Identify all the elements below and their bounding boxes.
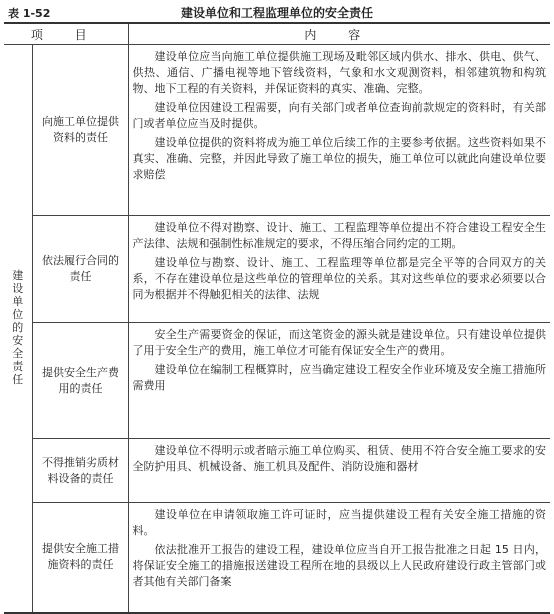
header-content: 内 容 xyxy=(128,23,550,45)
content-paragraph: 安全生产需要资金的保证，而这笔资金的源头就是建设单位。只有建设单位提供了用于安全生产的费用，施工单位才可能有保证安全生产的费用。 xyxy=(132,328,547,357)
item-cell xyxy=(32,439,128,503)
item-cell xyxy=(32,216,128,323)
content-cell xyxy=(128,439,550,503)
content-paragraph: 建设单位提供的资料将成为施工单位后续工作的主要参考依据。这些资料如果不真实、准确、完整，并因此导致了施工单位的损失，施工单位可以就此向建设单位要求赔偿 xyxy=(132,136,547,181)
content-paragraph: 依法批准开工报告的建设工程，建设单位应当自开工报告批准之日起 15 日内，将保证安全施工的措施报送建设工程所在地的县级以上人民政府建设行政主管部门或者其他有关部门备案 xyxy=(132,543,547,588)
item-cell xyxy=(32,323,128,439)
item-label: 向施工单位提供资料的责任 xyxy=(42,115,119,144)
table-row xyxy=(4,439,550,503)
content-paragraph: 建设单位与勘察、设计、施工、工程监理等单位都是完全平等的合同双方的关系，不存在建设单位是这些单位的管理单位的关系。其对这些单位的要求必须要以合同为根据并不得触犯相关的法律、法规 xyxy=(132,256,547,301)
item-label: 不得推销劣质材料设备的责任 xyxy=(42,455,119,485)
content-cell xyxy=(128,323,550,439)
table-caption xyxy=(4,3,550,23)
category-cell xyxy=(4,45,32,613)
content-cell xyxy=(128,45,550,216)
content-paragraph: 建设单位在编制工程概算时，应当确定建设工程安全作业环境及安全施工措施所需费用 xyxy=(132,363,547,392)
table-header-row xyxy=(4,23,550,45)
item-cell xyxy=(32,45,128,216)
item-label: 提供安全施工措施资料的责任 xyxy=(42,542,119,572)
category-label: 建设单位的安全责任 xyxy=(12,269,24,387)
table-title: 建设单位和工程监理单位的安全责任 xyxy=(180,6,373,20)
responsibility-table xyxy=(4,22,550,614)
table-row xyxy=(4,503,550,613)
content-paragraph: 建设单位在申请领取施工许可证时，应当提供建设工程有关安全施工措施的资料。 xyxy=(132,508,547,537)
item-cell xyxy=(32,503,128,613)
table-row xyxy=(4,45,550,216)
content-paragraph: 建设单位应当向施工单位提供施工现场及毗邻区域内供水、排水、供电、供气、供热、通信、广播电视等地下管线资料，气象和水文观测资料，相邻建筑物和构筑物、地下工程的有关资料，并保证资料的真实、准确、完整。 xyxy=(132,50,547,95)
table-number: 表 1-52 xyxy=(8,7,51,20)
table-row xyxy=(4,323,550,439)
item-label: 提供安全生产费用的责任 xyxy=(42,365,119,395)
content-paragraph: 建设单位不得对勘察、设计、施工、工程监理等单位提出不符合建设工程安全生产法律、法规和强制性标准规定的要求，不得压缩合同约定的工期。 xyxy=(132,221,547,250)
table-row xyxy=(4,216,550,323)
content-cell xyxy=(128,503,550,613)
content-cell xyxy=(128,216,550,323)
content-paragraph: 建设单位因建设工程需要，向有关部门或者单位查询前款规定的资料时，有关部门或者单位应当及时提供。 xyxy=(132,101,547,130)
content-paragraph: 建设单位不得明示或者暗示施工单位购买、租赁、使用不符合安全施工要求的安全防护用具、机械设备、施工机具及配件、消防设施和器材 xyxy=(132,444,547,473)
header-item: 项 目 xyxy=(4,23,128,45)
item-label: 依法履行合同的责任 xyxy=(42,254,119,283)
